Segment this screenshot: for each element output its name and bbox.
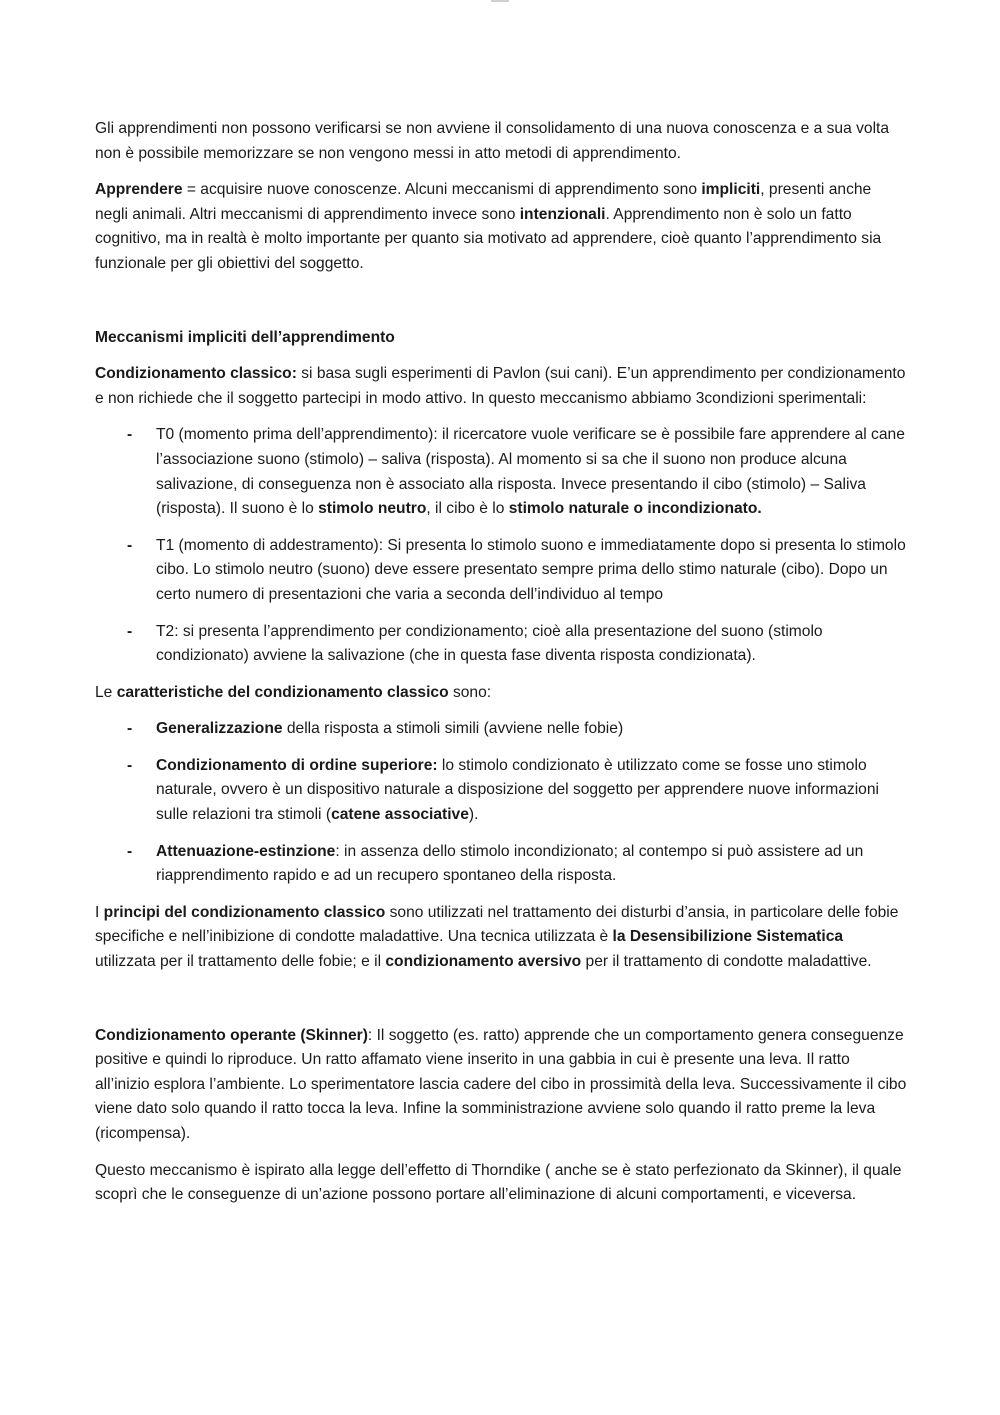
list-item-t0 — [95, 423, 907, 521]
list-characteristics — [95, 717, 907, 889]
text: sono utilizzati nel trattamento dei disturbi d’ansia, in particolare delle fobie specifiche e nell’inibizione di condotte maladattive. Una tecnica utilizzata è — [95, 903, 899, 946]
paragraph-apprendere — [95, 178, 907, 276]
term-desensibilizione: la Desensibilizione Sistematica — [612, 928, 844, 946]
paragraph-condizionamento-classico — [95, 362, 907, 411]
text: : in assenza dello stimolo incondizionato; al contempo si può assistere ad un riapprendimento rapido e ad un recupero spontaneo della risposta. — [156, 842, 864, 885]
text: lo stimolo condizionato è utilizzato come se fosse uno stimolo naturale, ovvero è un dispositivo naturale a disposizione del soggetto per apprendere nuove informazioni sulle relazioni tra stimoli ( — [156, 756, 879, 824]
list-conditions — [95, 423, 907, 668]
page-top-mark — [491, 0, 509, 2]
paragraph-operante — [95, 1024, 907, 1147]
text: , il cibo è lo — [426, 500, 509, 518]
list-item-generalizzazione — [95, 717, 907, 742]
term-intenzionali: intenzionali — [519, 205, 606, 223]
spacer — [95, 987, 907, 1024]
list-item-attenuazione — [95, 840, 907, 889]
paragraph-caratteristiche — [95, 681, 907, 706]
text: sono: — [448, 683, 492, 701]
text: . Apprendimento non è solo un fatto cognitivo, ma in realtà è molto importante per quanto sia motivato ad apprendere, cioè quanto l’apprendimento sia funzionale per gli obiettivi del soggetto. — [95, 205, 882, 272]
text: , presenti anche negli animali. Altri meccanismi di apprendimento invece sono — [95, 181, 872, 223]
text: della risposta a stimoli simili (avviene nelle fobie) — [282, 720, 624, 738]
list-item-ordine-superiore — [95, 754, 907, 828]
list-item-t2: - T2: si presenta l’apprendimento per condizionamento; cioè alla presentazione del suono (stimolo condizionato) avviene la salivazione (che in questa fase diventa risposta condizionata). — [95, 620, 907, 669]
term-aversivo: condizionamento aversivo — [385, 953, 582, 971]
text: : Il soggetto (es. ratto) apprende che un comportamento genera conseguenze positive e quindi lo riproduce. Un ratto affamato viene inserito in una gabbia in cui è presente una leva. Il ratto all’inizio esplora l’ambiente. Lo sperimentatore lascia cadere del cibo in prossimità della leva. Successivamente il cibo viene dato solo quando il ratto tocca la leva. Infine la somministrazione avviene solo quando il ratto preme la leva (ricompensa). — [95, 1026, 907, 1142]
term-ordine-superiore: Condizionamento di ordine superiore: — [156, 756, 438, 774]
spacer — [95, 289, 907, 326]
term-catene-associative: catene associative — [331, 806, 469, 824]
list-item-t1: - T1 (momento di addestramento): Si presenta lo stimolo suono e immediatamente dopo si presenta lo stimolo cibo. Lo stimolo neutro (suono) deve essere presentato sempre prima dello stimo naturale (cibo). Dopo un certo numero di presentazioni che varia a seconda dell’individuo al tempo — [95, 534, 907, 608]
text: ). — [468, 806, 479, 824]
text: I — [95, 903, 104, 921]
term-principi: principi del condizionamento classico — [103, 903, 386, 921]
term-apprendere: Apprendere — [95, 181, 183, 199]
term-impliciti: impliciti — [701, 181, 761, 199]
document-page — [95, 117, 907, 1220]
term-stimolo-naturale: stimolo naturale o incondizionato. — [508, 500, 762, 518]
paragraph-intro: Gli apprendimenti non possono verificarsi se non avviene il consolidamento di una nuova conoscenza e a sua volta non è possibile memorizzare se non vengono messi in atto metodi di apprendimento. — [95, 120, 890, 162]
text: Le — [95, 683, 117, 701]
section-heading — [95, 326, 907, 351]
paragraph-principi — [95, 901, 907, 975]
term-condizionamento-classico: Condizionamento classico: — [95, 365, 297, 383]
term-attenuazione: Attenuazione-estinzione — [156, 842, 336, 860]
term-stimolo-neutro: stimolo neutro — [318, 500, 427, 518]
term-operante: Condizionamento operante (Skinner) — [95, 1026, 368, 1044]
text: = acquisire nuove conoscenze. Alcuni meccanismi di apprendimento sono — [182, 181, 702, 199]
text: per il trattamento di condotte maladattive. — [581, 953, 872, 971]
paragraph-thorndike: Questo meccanismo è ispirato alla legge dell’effetto di Thorndike ( anche se è stato perfezionato da Skinner), il quale scoprì che le conseguenze di un’azione possono portare all’eliminazione di alcuni comportamenti, e viceversa. — [95, 1161, 902, 1204]
term-generalizzazione: Generalizzazione — [156, 720, 283, 738]
text: utilizzata per il trattamento delle fobie; e il — [95, 953, 386, 971]
text: T0 (momento prima dell’apprendimento): il ricercatore vuole verificare se è possibile fare apprendere al cane l’associazione suono (stimolo) – saliva (risposta). Al momento si sa che il suono non produce alcuna salivazione, di conseguenza non è associato alla risposta. Invece presentando il cibo (stimolo) – Saliva (risposta). Il suono è lo — [156, 426, 905, 518]
term-caratteristiche: caratteristiche del condizionamento classico — [116, 683, 449, 701]
heading-text: Meccanismi impliciti dell’apprendimento — [95, 328, 395, 346]
text: si basa sugli esperimenti di Pavlon (sui cani). E’un apprendimento per condizionamento e non richiede che il soggetto partecipi in modo attivo. In questo meccanismo abbiamo 3condizioni sperimentali: — [95, 365, 906, 407]
